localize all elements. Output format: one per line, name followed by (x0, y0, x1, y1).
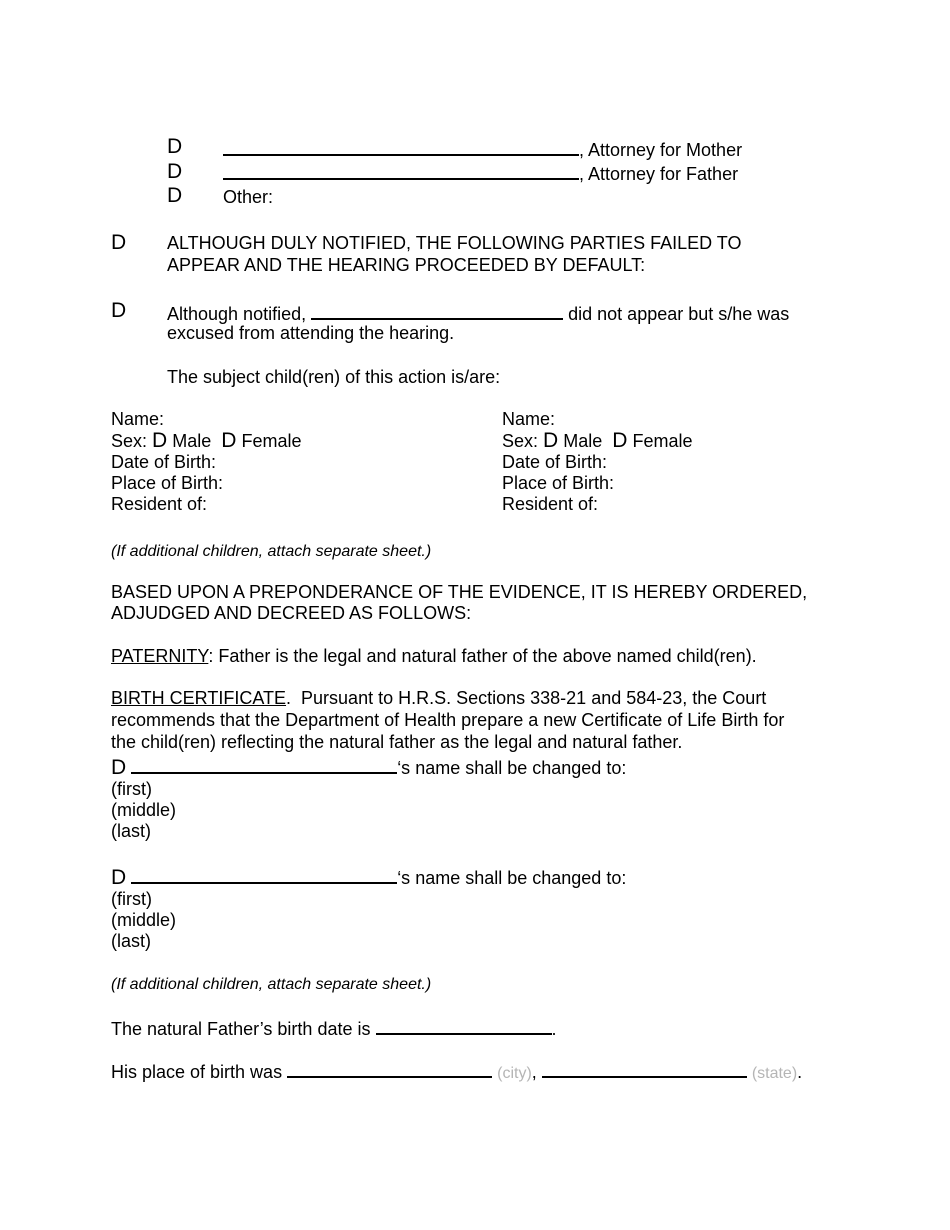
attorney-father-line (223, 161, 738, 185)
female-checkbox[interactable]: D (612, 429, 628, 452)
excused-line-2: excused from attending the hearing. (167, 323, 455, 343)
first-name-label: (first) (111, 889, 152, 909)
child-name-label: Name: (111, 409, 165, 429)
attorney-mother-checkbox[interactable]: D (167, 135, 183, 158)
default-checkbox[interactable]: D (111, 231, 127, 254)
birth-date-prefix: The natural Father’s birth date is (111, 1019, 371, 1039)
male-checkbox[interactable]: D (152, 429, 168, 452)
place-end: . (797, 1062, 803, 1082)
attorney-father-checkbox[interactable]: D (167, 160, 183, 183)
birth-certificate-line-2: recommends that the Department of Health prepare a new Certificate of Life Birth for (111, 710, 785, 730)
subject-children-heading: The subject child(ren) of this action is/are: (167, 367, 501, 387)
attorney-mother-line (223, 137, 742, 161)
paternity-paragraph (111, 646, 757, 667)
name-change-checkbox[interactable]: D (111, 866, 127, 889)
default-line-1: ALTHOUGH DULY NOTIFIED, THE FOLLOWING PARTIES FAILED TO (167, 233, 742, 253)
birth-certificate-heading: BIRTH CERTIFICATE (111, 688, 287, 708)
resident-label: Resident of: (111, 494, 208, 514)
pob-label: Place of Birth: (111, 473, 224, 493)
birth-place-prefix: His place of birth was (111, 1062, 283, 1082)
female-label: Female (632, 431, 693, 451)
excused-prefix: Although notified, (167, 304, 307, 324)
last-name-label: (last) (111, 931, 151, 951)
father-birth-place-line (111, 1059, 802, 1084)
name-change-note: (If additional children, attach separate sheet.) (111, 976, 432, 993)
child-sex-row (111, 430, 301, 452)
sex-label: Sex: (502, 431, 539, 451)
attorney-other-label: Other: (223, 187, 274, 207)
male-checkbox[interactable]: D (543, 429, 559, 452)
attorney-mother-label: , Attorney for Mother (579, 140, 743, 160)
pob-label: Place of Birth: (502, 473, 615, 493)
attorney-other-checkbox[interactable]: D (167, 184, 183, 207)
child-name-blank[interactable] (131, 865, 397, 884)
birth-date-blank[interactable] (376, 1016, 552, 1035)
child-column-2 (502, 409, 692, 515)
excused-suffix: did not appear but s/he was (568, 304, 790, 324)
additional-children-note: (If additional children, attach separate sheet.) (111, 543, 432, 560)
resident-label: Resident of: (502, 494, 599, 514)
child-column-1 (111, 409, 301, 515)
female-checkbox[interactable]: D (221, 429, 237, 452)
excused-checkbox[interactable]: D (111, 299, 127, 322)
dob-label: Date of Birth: (502, 452, 608, 472)
first-name-label: (first) (111, 779, 152, 799)
state-blank[interactable] (542, 1059, 747, 1078)
name-change-2 (111, 865, 626, 952)
sex-label: Sex: (111, 431, 148, 451)
paternity-heading: PATERNITY (111, 646, 209, 666)
order-line-2: ADJUDGED AND DECREED AS FOLLOWS: (111, 603, 472, 623)
name-change-suffix: ‘s name shall be changed to: (397, 868, 627, 888)
male-label: Male (563, 431, 603, 451)
birth-certificate-rest: . Pursuant to H.R.S. Sections 338-21 and 584-23, the Court (286, 688, 767, 708)
birth-date-end: . (551, 1019, 557, 1039)
order-line-1: BASED UPON A PREPONDERANCE OF THE EVIDENCE, IT IS HEREBY ORDERED, (111, 582, 808, 602)
birth-certificate-line-3: the child(ren) reflecting the natural father as the legal and natural father. (111, 732, 683, 752)
excused-party-blank[interactable] (311, 301, 563, 320)
city-hint: (city) (497, 1065, 532, 1082)
default-line-2: APPEAR AND THE HEARING PROCEEDED BY DEFAULT: (167, 255, 646, 275)
name-change-1 (111, 755, 626, 842)
attorney-father-blank[interactable] (223, 161, 579, 180)
paternity-text: : Father is the legal and natural father of the above named child(ren). (208, 646, 757, 666)
excused-line-1 (167, 301, 789, 325)
state-hint: (state) (751, 1065, 798, 1082)
female-label: Female (241, 431, 302, 451)
middle-name-label: (middle) (111, 910, 177, 930)
father-birth-date-line (111, 1016, 557, 1040)
city-blank[interactable] (287, 1059, 492, 1078)
name-change-suffix: ‘s name shall be changed to: (397, 758, 627, 778)
dob-label: Date of Birth: (111, 452, 217, 472)
last-name-label: (last) (111, 821, 151, 841)
birth-certificate-line-1 (111, 688, 766, 709)
child-name-label: Name: (502, 409, 556, 429)
name-change-row (111, 755, 626, 779)
child-name-blank[interactable] (131, 755, 397, 774)
middle-name-label: (middle) (111, 800, 177, 820)
place-comma: , (531, 1062, 537, 1082)
attorney-mother-blank[interactable] (223, 137, 579, 156)
child-sex-row (502, 430, 692, 452)
attorney-father-label: , Attorney for Father (579, 164, 739, 184)
name-change-checkbox[interactable]: D (111, 756, 127, 779)
male-label: Male (172, 431, 212, 451)
name-change-row (111, 865, 626, 889)
